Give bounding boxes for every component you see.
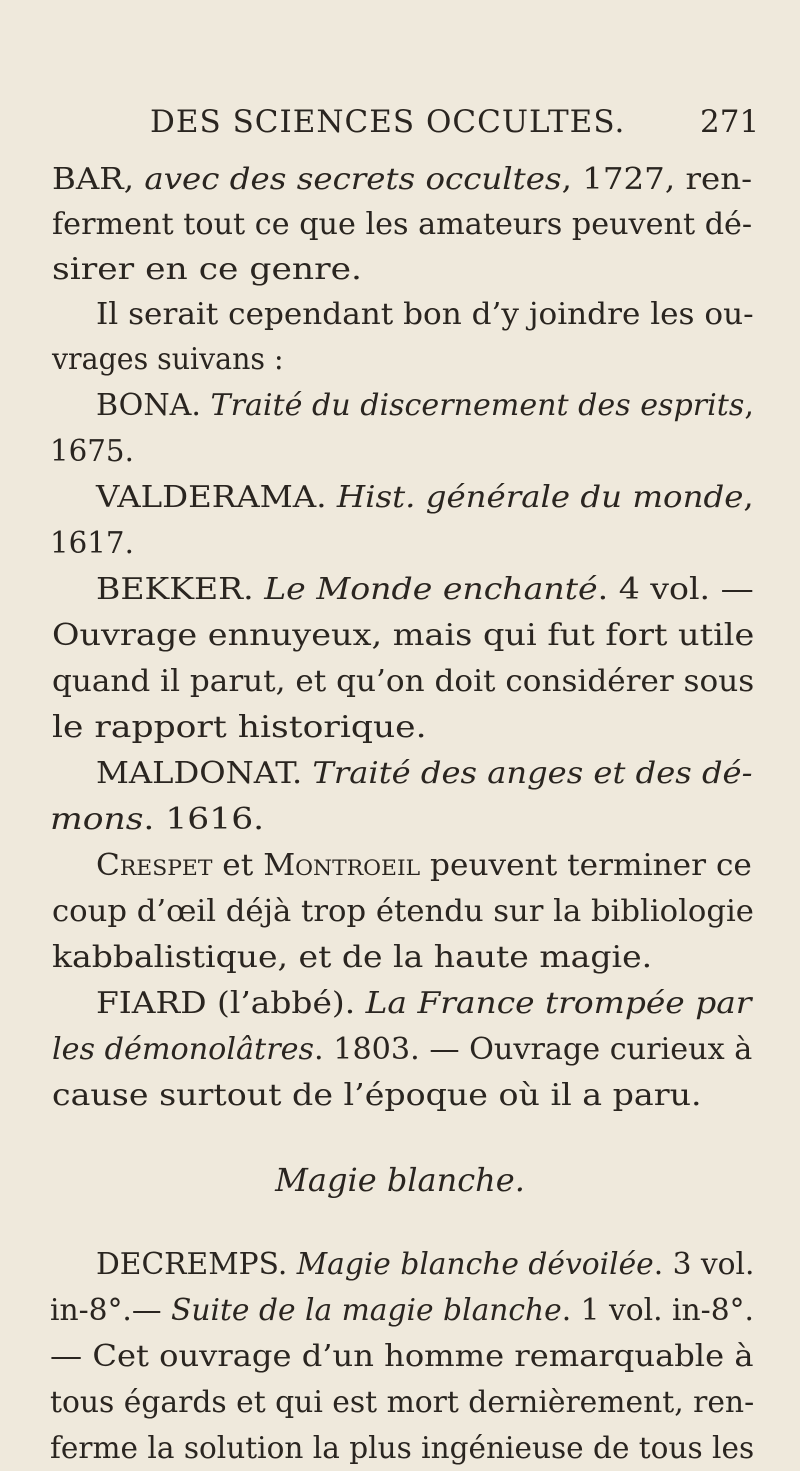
text-line [52,614,754,658]
text-segment: , [743,480,754,515]
text-segment: Le Monde enchanté [264,572,598,607]
text-line [52,706,427,750]
text-segment: . 1803. — Ouvrage curieux à [314,1032,753,1067]
text-line [96,1243,754,1287]
text-line [52,338,284,382]
text-segment: . 1616. [143,802,265,837]
text-segment: mons [50,802,144,837]
text-segment: MALDONAT. [96,756,313,791]
text-line [96,982,752,1026]
text-segment: quand il parut, et qu’on doit considérer sous [52,664,755,699]
text-line [96,293,754,337]
text-line [50,798,264,842]
text-line [52,1028,752,1072]
text-segment: kabbalistique, et de la haute magie. [52,940,653,975]
text-segment: — Cet ouvrage d’un homme remarquable à [50,1339,754,1374]
text-segment: tous égards et qui est mort dernièrement, ren- [50,1385,755,1420]
text-segment: Crespet [96,848,213,883]
text-segment: , [744,388,754,423]
text-segment: in-8°.— [50,1293,172,1328]
text-line [52,248,362,292]
text-segment: avec des secrets occultes [144,162,562,197]
text-line [50,1381,754,1425]
text-segment: . 1 vol. in-8°. [561,1293,754,1328]
text-segment: FIARD (l’abbé). [96,986,366,1021]
text-segment: le rapport historique. [52,710,427,745]
text-line [96,844,752,888]
text-line [50,430,134,474]
text-line [50,1335,753,1379]
text-segment: Suite de la magie blanche [171,1293,562,1328]
text-segment: Ouvrage ennuyeux, mais qui fut fort utile [52,618,755,653]
running-title: DES SCIENCES OCCULTES. [150,104,626,140]
text-segment: Magie blanche dévoilée [296,1247,654,1282]
text-segment: vrages suivans : [52,342,284,377]
text-segment: . 3 vol. [653,1247,755,1282]
text-line [52,1074,702,1118]
text-segment: cause surtout de l’époque où il a paru. [52,1078,702,1113]
text-segment: . 4 vol. — [597,572,754,607]
text-line [52,936,652,980]
text-segment: La France trompée par [365,986,752,1021]
text-segment: Montroeil [263,848,421,883]
text-line [96,384,754,428]
text-segment: Traité du discernement des esprits [210,388,745,423]
text-segment: Il serait cependant bon d’y joindre les ou- [96,297,754,332]
text-line [50,522,134,566]
text-segment: BAR, [52,162,145,197]
text-line [52,660,754,704]
section-title: Magie blanche. [275,1161,525,1199]
text-segment: ferment tout ce que les amateurs peuvent dé- [52,207,753,242]
text-segment: , 1727, ren- [561,162,753,197]
page-header [0,104,800,154]
page-number: 271 [700,104,760,140]
text-segment: sirer en ce genre. [52,252,363,287]
text-segment: VALDERAMA. [96,480,337,515]
text-segment: Traité des anges et des dé- [312,756,753,791]
text-segment: et [212,848,264,883]
text-segment: les démonolâtres [52,1032,315,1067]
text-line [52,890,754,934]
text-segment: DECREMPS. [96,1247,297,1282]
text-line [52,158,752,202]
text-segment: Hist. générale du monde [336,480,744,515]
text-segment: coup d’œil déjà trop étendu sur la bibliologie [52,894,754,929]
text-segment: 1617. [50,526,134,561]
text-line [50,1289,754,1333]
text-segment: peuvent terminer ce [420,848,752,883]
text-line [96,752,752,796]
text-line [96,476,754,520]
text-line [96,568,754,612]
text-line [52,203,752,247]
text-segment: ferme la solution la plus ingénieuse de tous les [50,1431,755,1466]
text-segment: 1675. [50,434,134,469]
text-segment: BONA. [96,388,211,423]
text-segment: BEKKER. [96,572,265,607]
text-line [50,1427,754,1471]
